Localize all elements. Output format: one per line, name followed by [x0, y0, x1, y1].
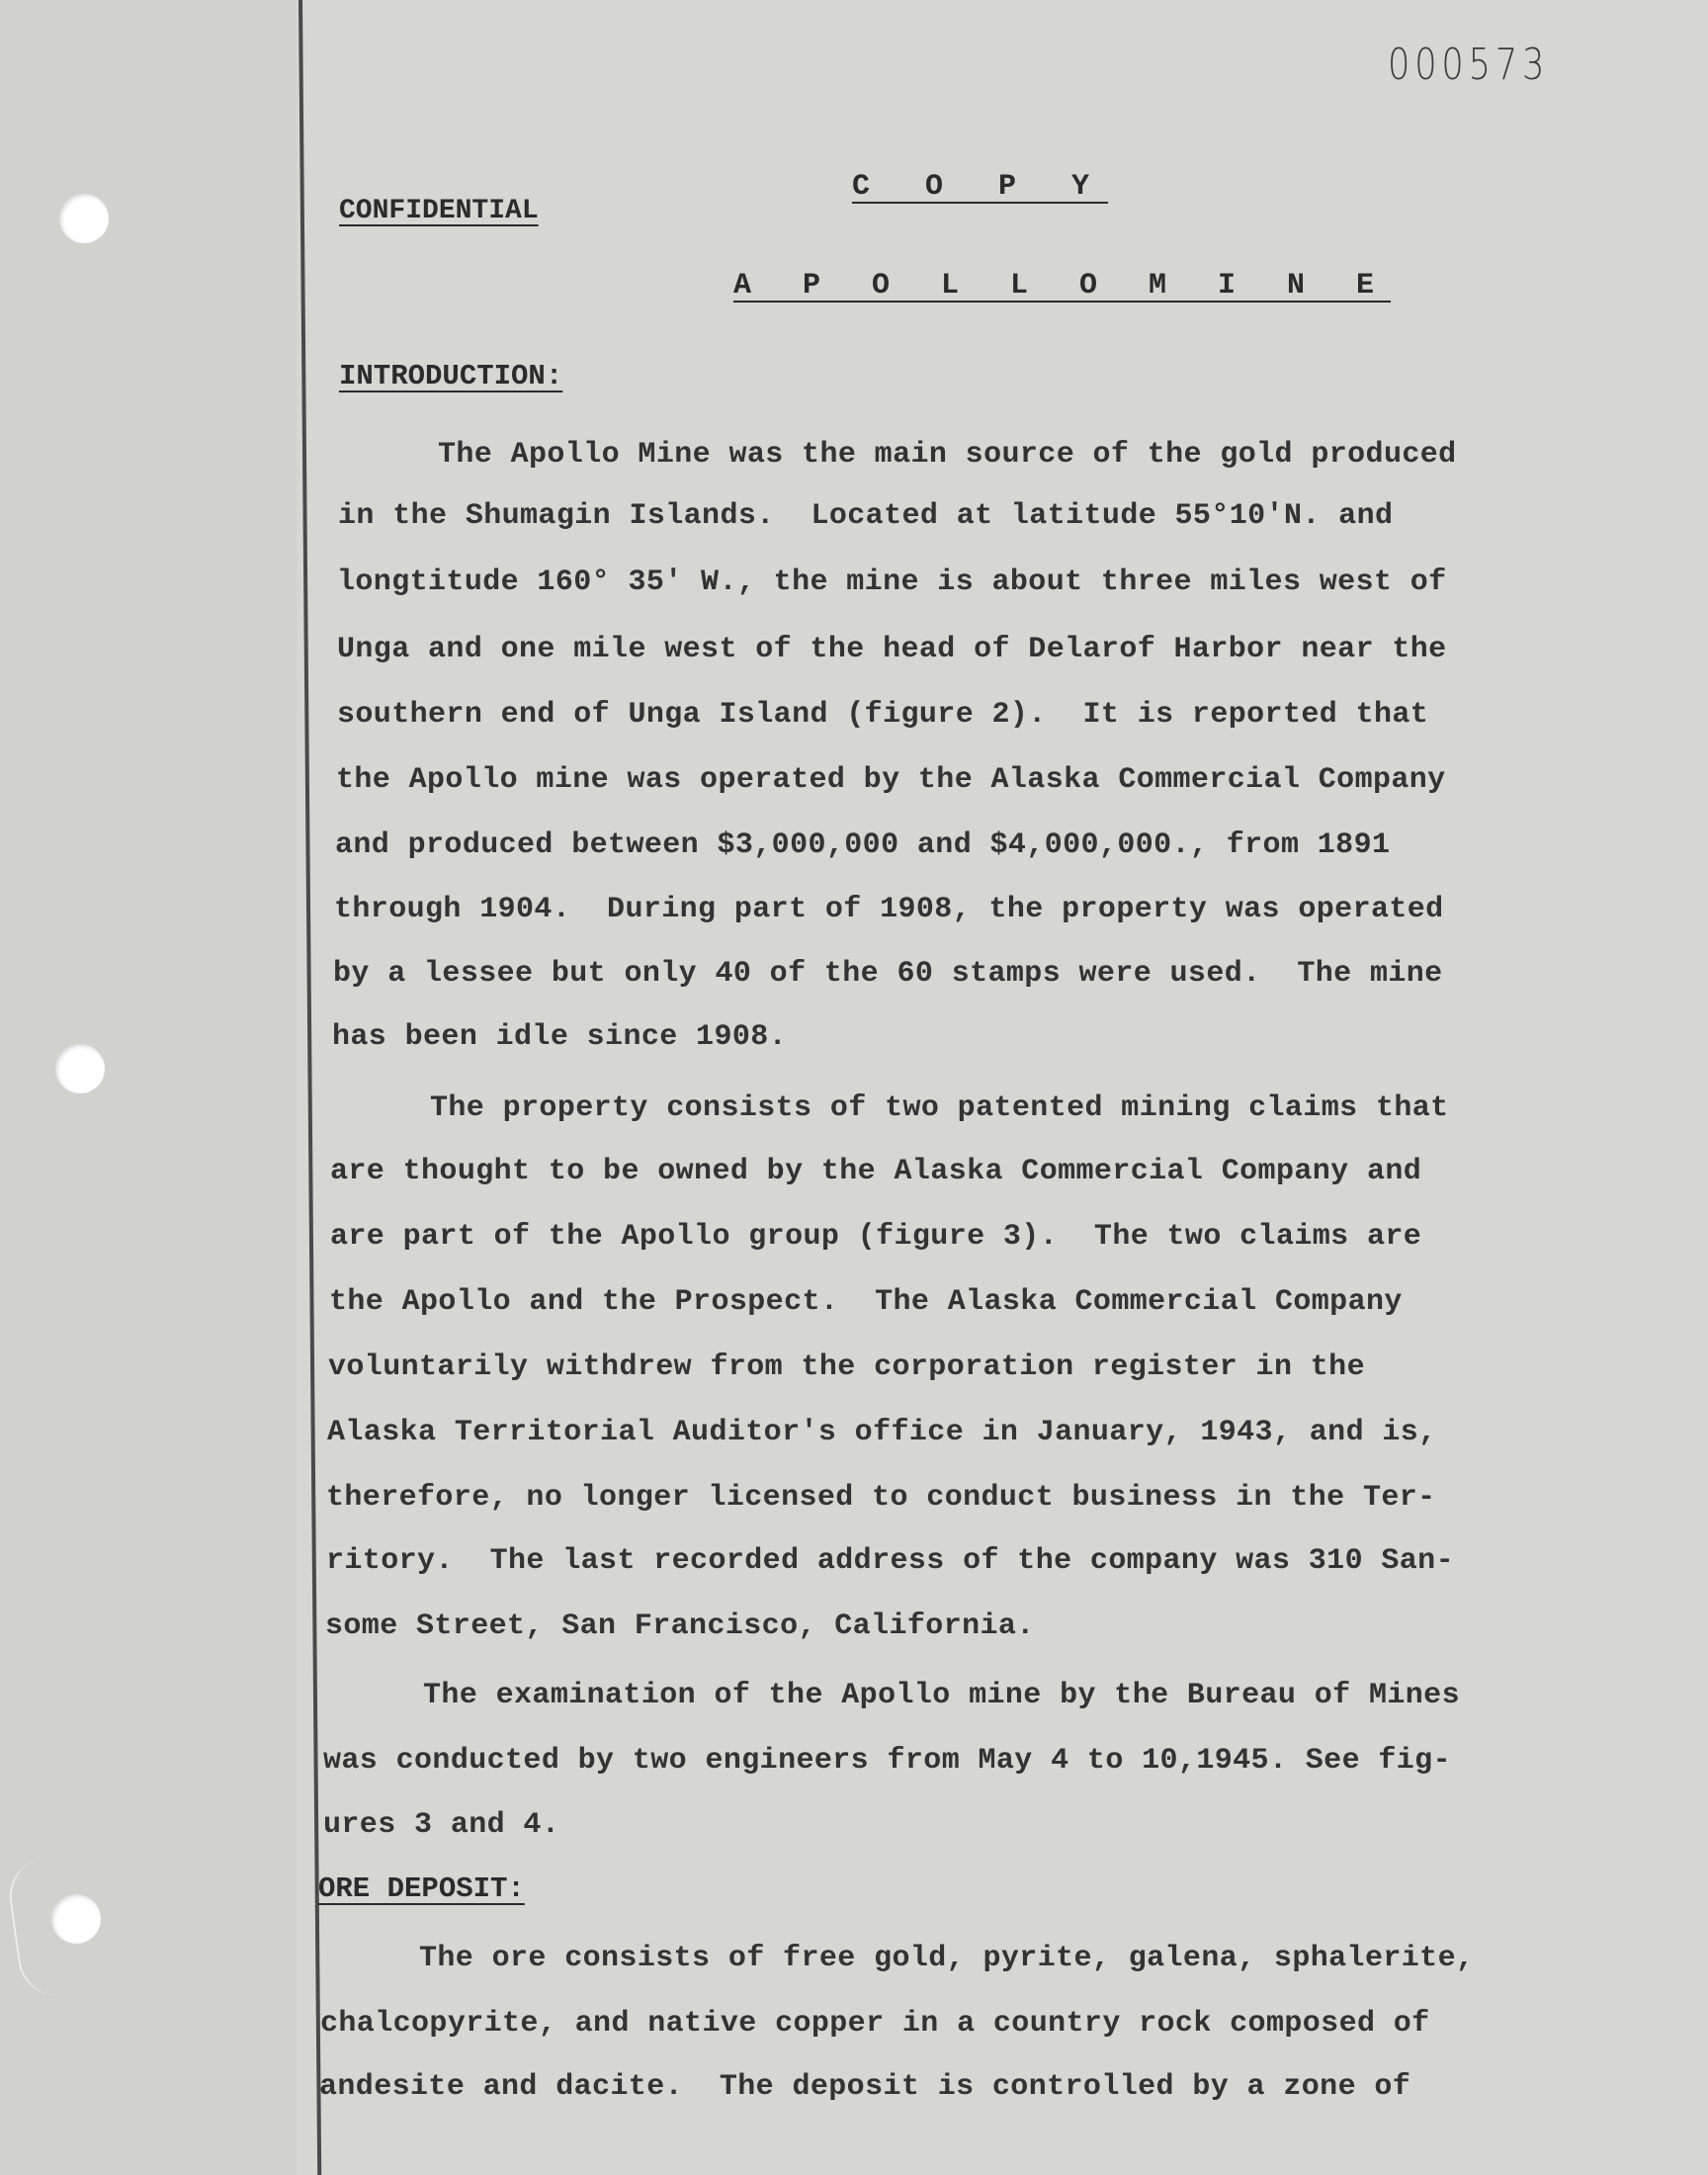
text-line: chalcopyrite, and native copper in a country rock composed of: [320, 2007, 1430, 2041]
text-line: The examination of the Apollo mine by the Bureau of Mines: [423, 1679, 1460, 1712]
text-line: southern end of Unga Island (figure 2). It is reported that: [337, 698, 1429, 732]
text-line: through 1904. During part of 1908, the property was operated: [334, 893, 1444, 926]
text-line: ures 3 and 4.: [323, 1808, 560, 1842]
text-line: voluntarily withdrew from the corporation register in the: [328, 1350, 1365, 1384]
document-title: A P O L L O M I N E: [733, 269, 1392, 303]
text-line: in the Shumagin Islands. Located at latitude 55°10'N. and: [338, 499, 1394, 533]
text-line: the Apollo mine was operated by the Alaska Commercial Company: [336, 763, 1446, 797]
text-line: some Street, San Francisco, California.: [325, 1610, 1035, 1643]
text-line: and produced between $3,000,000 and $4,000,000., from 1891: [335, 828, 1391, 862]
text-line: was conducted by two engineers from May 4 to 10,1945. See fig-: [323, 1744, 1451, 1778]
punch-hole-icon: [55, 1044, 105, 1093]
text-line: andesite and dacite. The deposit is controlled by a zone of: [319, 2070, 1411, 2104]
section-heading-ore-deposit: ORE DEPOSIT:: [318, 1872, 525, 1905]
text-line: Unga and one mile west of the head of Delarof Harbor near the: [337, 633, 1447, 666]
text-line: The Apollo Mine was the main source of the gold produced: [438, 438, 1457, 472]
text-line: the Apollo and the Prospect. The Alaska Commercial Company: [329, 1285, 1403, 1319]
text-line: has been idle since 1908.: [332, 1020, 788, 1054]
text-line: The property consists of two patented mining claims that: [430, 1091, 1449, 1125]
text-line: are part of the Apollo group (figure 3). The two claims are: [330, 1220, 1422, 1254]
text-line: ritory. The last recorded address of the company was 310 San-: [326, 1544, 1454, 1578]
section-heading-introduction: INTRODUCTION:: [339, 360, 563, 392]
document-number: 000573: [1388, 40, 1550, 90]
text-line: are thought to be owned by the Alaska Commercial Company and: [330, 1155, 1422, 1188]
left-margin: [0, 0, 297, 2175]
copy-label: C O P Y: [852, 170, 1109, 204]
text-line: Alaska Territorial Auditor's office in January, 1943, and is,: [327, 1416, 1437, 1449]
text-line: by a lessee but only 40 of the 60 stamps were used. The mine: [333, 957, 1443, 991]
text-line: longtitude 160° 35' W., the mine is about three miles west of: [337, 566, 1447, 599]
confidential-label: CONFIDENTIAL: [339, 196, 539, 226]
text-line: therefore, no longer licensed to conduct business in the Ter-: [326, 1481, 1436, 1515]
margin-rule-line: [299, 0, 321, 2175]
text-line: The ore consists of free gold, pyrite, galena, sphalerite,: [419, 1942, 1475, 1975]
punch-hole-icon: [59, 194, 109, 243]
